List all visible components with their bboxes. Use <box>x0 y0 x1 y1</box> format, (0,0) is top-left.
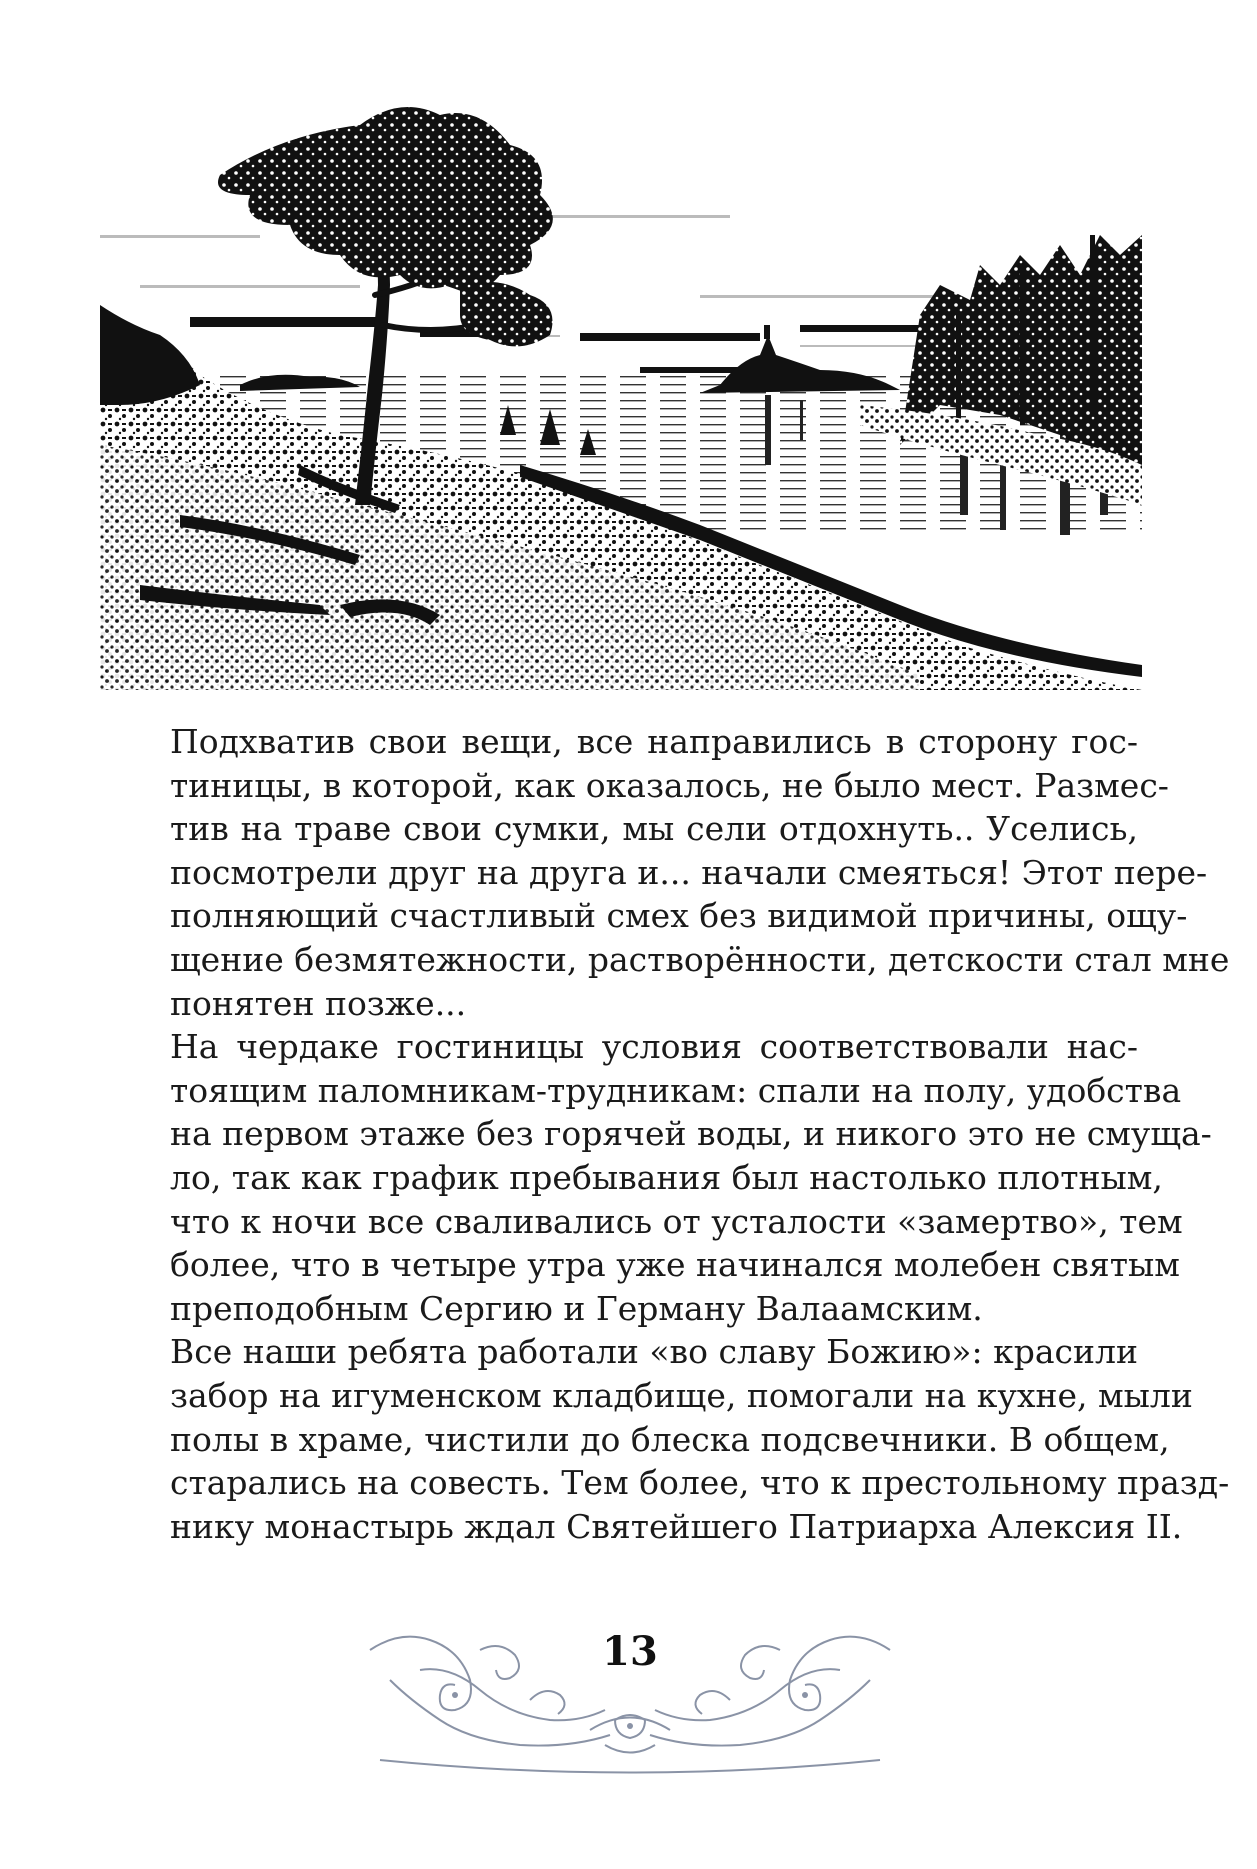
lakeshore-pine-landscape-engraving <box>100 85 1142 690</box>
text-line: старались на совесть. Тем более, что к престольному празд- <box>170 1463 1230 1503</box>
paragraph <box>106 1330 1230 1548</box>
text-line: Подхватив свои вещи, все направились в сторону гос- <box>170 722 1138 761</box>
landscape-illustration <box>100 85 1142 690</box>
text-line: на первом этаже без горячей воды, и никого это не смуща- <box>170 1114 1212 1154</box>
page-number: 13 <box>602 1628 658 1675</box>
text-line: понятен позже... <box>170 983 467 1023</box>
text-line: преподобным Сергию и Герману Валаамским. <box>170 1288 983 1328</box>
text-line: щение безмятежности, растворённости, детскости стал мне <box>170 939 1230 979</box>
text-line: нику монастырь ждал Святейшего Патриарха Алексия II. <box>170 1506 1183 1546</box>
text-line: тиницы, в которой, как оказалось, не было мест. Размес- <box>170 765 1169 805</box>
text-line: тоящим паломникам-трудникам: спали на полу, удобства <box>170 1070 1182 1110</box>
text-line: что к ночи все сваливались от усталости «замертво», тем <box>170 1201 1183 1241</box>
paragraph <box>106 720 1230 1025</box>
text-line: ло, так как график пребывания был настолько плотным, <box>170 1157 1163 1197</box>
paragraph <box>106 1025 1212 1330</box>
body-text <box>106 720 1230 1548</box>
text-line: На чердаке гостиницы условия соответствовали нас- <box>170 1027 1138 1067</box>
text-line: более, что в четыре утра уже начинался молебен святым <box>170 1245 1180 1285</box>
text-line: полняющий счастливый смех без видимой причины, ощу- <box>170 896 1188 936</box>
text-line: полы в храме, чистили до блеска подсвечники. В общем, <box>170 1419 1170 1459</box>
text-line: посмотрели друг на друга и... начали смеяться! Этот пере- <box>170 852 1208 892</box>
text-line: Все наши ребята работали «во славу Божию»: красили <box>170 1332 1138 1372</box>
text-line: тив на траве свои сумки, мы сели отдохнуть.. Уселись, <box>170 809 1138 849</box>
page-footer <box>360 1610 900 1780</box>
text-line: забор на игуменском кладбище, помогали на кухне, мыли <box>170 1375 1193 1415</box>
